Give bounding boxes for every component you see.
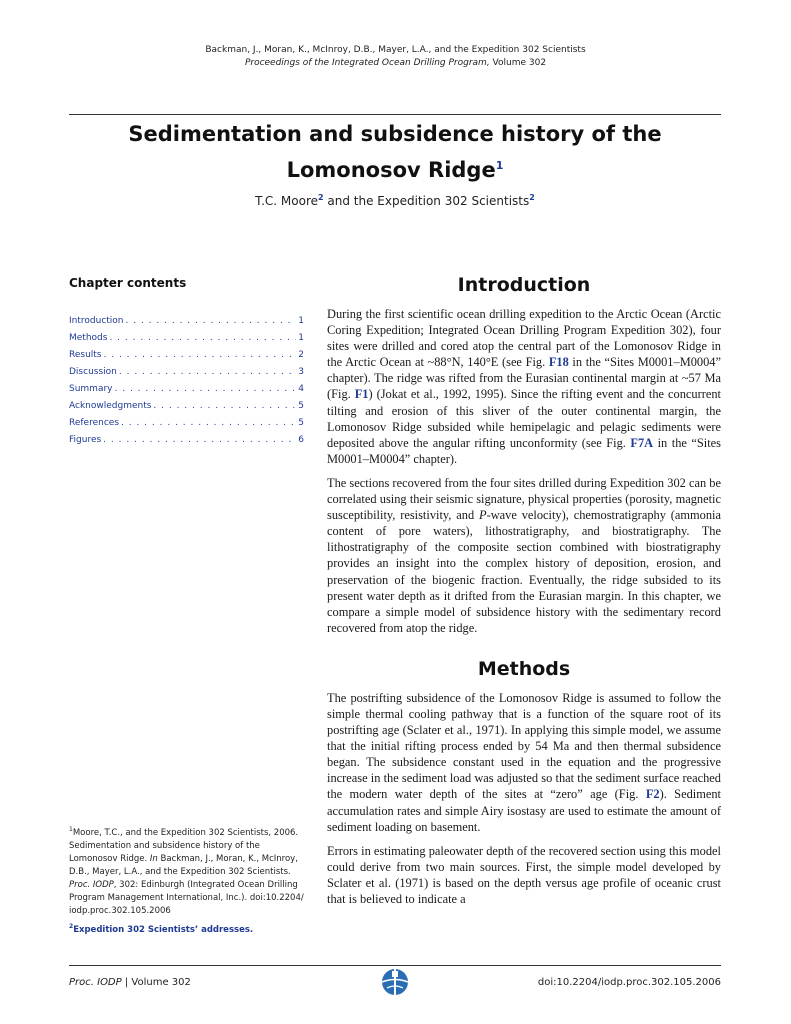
toc-page: 1 — [298, 316, 304, 326]
footer-doi[interactable]: doi:10.2204/iodp.proc.302.105.2006 — [537, 977, 721, 988]
toc-label: Introduction — [69, 316, 124, 326]
toc-leader — [109, 330, 296, 347]
toc-item-references[interactable] — [69, 415, 304, 432]
toc-page: 6 — [298, 435, 304, 445]
text-run: ). Sediment accumulation rates and simple Airy isostasy are used to estimate the amount of sediment loading on basement. — [327, 787, 721, 834]
toc-page: 5 — [298, 401, 304, 411]
methods-paragraph-1 — [327, 690, 721, 835]
figure-link-f2[interactable]: F2 — [645, 787, 660, 802]
toc-label: References — [69, 418, 120, 428]
footnote-1-in: In — [149, 853, 158, 864]
running-header-volume — [0, 57, 791, 70]
page-footer — [69, 974, 721, 994]
toc-page: 5 — [298, 418, 304, 428]
chapter-contents — [69, 276, 304, 449]
author-name: T.C. Moore — [255, 194, 318, 208]
toc-page: 1 — [298, 333, 304, 343]
text-run: in the “Sites M0001–M0004” chapter). — [327, 435, 721, 466]
footer-journal-name: Proc. IODP — [69, 977, 122, 988]
scientists-footnote-link[interactable]: 2 — [529, 193, 535, 202]
running-header-authors: Backman, J., Moran, K., McInroy, D.B., Mayer, L.A., and the Expedition 302 Scientists — [205, 45, 586, 55]
toc-item-methods[interactable] — [69, 330, 304, 347]
introduction-paragraph-1 — [327, 306, 721, 467]
footer-journal — [69, 977, 191, 988]
toc-leader — [121, 415, 296, 432]
chapter-title — [95, 119, 695, 186]
footnote-1-mark: 1 — [69, 826, 73, 833]
bottom-rule — [69, 965, 721, 966]
toc-item-acknowledgments[interactable] — [69, 398, 304, 415]
methods-paragraph-2: Errors in estimating paleowater depth of the recovered section using this model could derive from two main sources. First, the simple model developed by Sclater et al. (1971) is based on the depth versus age profile of oceanic crust that is believed to indicate a — [327, 843, 721, 906]
footnotes — [69, 823, 307, 937]
toc-label: Methods — [69, 333, 108, 343]
toc-page: 3 — [298, 367, 304, 377]
toc-leader — [153, 398, 296, 415]
toc-item-results[interactable] — [69, 347, 304, 364]
text-run: The postrifting subsidence of the Lomonosov Ridge is assumed to follow the simple thermal cooling pathway that is a function of the square root of its postrifting age (Sclater et al., 1971). In applying this simple model, we assume that the initial rifting process ended by 54 Ma and then thermal subsidence began. The subsidence constant used in the equation and the progressive increase in the sediment load was adjusted so that the sediment surface reached the modern water depth of the sites at “zero” age (Fig. — [327, 690, 721, 802]
chapter-contents-heading: Chapter contents — [69, 276, 187, 290]
footnote-1-proc: Proc. IODP — [69, 879, 114, 890]
figure-link-f18[interactable]: F18 — [548, 355, 569, 370]
figure-link-f7a[interactable]: F7A — [630, 435, 654, 450]
author-line — [95, 193, 695, 208]
volume-label: Volume 302 — [489, 58, 547, 68]
italic-p: P — [479, 508, 487, 523]
toc-leader — [104, 347, 297, 364]
footnote-2[interactable] — [69, 920, 307, 937]
toc-page: 2 — [298, 350, 304, 360]
toc-leader — [119, 364, 296, 381]
toc-label: Discussion — [69, 367, 117, 377]
author-footnote-link[interactable]: 2 — [318, 193, 324, 202]
footnote-1-text-a: Moore, T.C., and the Expedition 302 Scientists, 2006. Sedimentation and subsidence history of the Lomonosov Ridge. — [69, 827, 299, 864]
figure-link-f1[interactable]: F1 — [354, 387, 369, 402]
main-column — [327, 272, 721, 915]
title-footnote-link[interactable]: 1 — [495, 159, 504, 172]
footnote-1-text-c: , 302: Edinburgh (Integrated Ocean Drilling Program Management International, Inc.). doi:10.2204/ iodp.proc.302.105.2006 — [69, 879, 304, 916]
scientists-addresses-link[interactable]: Expedition 302 Scientists’ addresses. — [73, 924, 254, 935]
footnote-1-text-b: Backman, J., Moran, K., McInroy, D.B., Mayer, L.A., and the Expedition 302 Scientists. — [69, 853, 298, 877]
toc-leader — [115, 381, 297, 398]
toc-item-discussion[interactable] — [69, 364, 304, 381]
text-run: ) (Jokat et al., 1992, 1995). Since the rifting event and the concurrent tilting and erosion of this sliver of the outer continental margin, the Lomonosov Ridge subsided while hemipelagic and pelagic sediments were deposited above the angular rifting unconformity (see Fig. — [327, 387, 721, 450]
author-connector: and the Expedition 302 Scientists — [323, 194, 530, 208]
top-rule — [69, 114, 721, 115]
introduction-heading: Introduction — [457, 274, 591, 296]
toc-label: Summary — [69, 384, 113, 394]
methods-heading: Methods — [477, 657, 571, 680]
title-line-2-text: Lomonosov Ridge — [286, 158, 496, 182]
text-run: in the “Sites M0001–M0004” chapter). The ridge was rifted from the Eurasian continental margin at ~57 Ma (Fig. — [327, 355, 721, 402]
toc-leader — [126, 313, 297, 330]
footnote-1 — [69, 823, 307, 918]
toc-page: 4 — [298, 384, 304, 394]
title-line-1: Sedimentation and subsidence history of the — [128, 122, 662, 146]
toc-label: Figures — [69, 435, 102, 445]
toc-item-introduction[interactable] — [69, 313, 304, 330]
toc-leader — [103, 432, 296, 449]
toc-item-summary[interactable] — [69, 381, 304, 398]
footer-volume: | Volume 302 — [121, 977, 191, 988]
footnote-2-mark: 2 — [69, 922, 74, 930]
running-header — [0, 44, 791, 70]
text-run: The sections recovered from the four sites drilled during Expedition 302 can be correlated using their seismic signature, physical properties (porosity, magnetic susceptibility, resistivity, and — [327, 475, 721, 523]
title-line-2 — [95, 150, 695, 186]
toc-label: Acknowledgments — [69, 401, 152, 411]
toc-label: Results — [69, 350, 102, 360]
introduction-paragraph-2 — [327, 475, 721, 636]
text-run: During the first scientific ocean drilling expedition to the Arctic Ocean (Arctic Coring Expedition; Integrated Ocean Drilling Program Expedition 302), four sites were drilled and cored atop the central part of the Lomonosov Ridge in the Arctic Ocean at ~88°N, 140°E (see Fig. — [327, 307, 721, 370]
iodp-logo-icon — [381, 968, 409, 996]
text-run: -wave velocity), chemostratigraphy (ammonia content of pore waters), lithostratigraphy, and biostratigraphy. The lithostratigraphy of the composite section combined with biostratigraphy provides an insight into the complex history of deposition, erosion, and preservation of the biogenic fraction. Eventually, the ridge subsided to its present water depth as it drifted from the Eurasian margin. In this chapter, we compare a simple model of subsidence history with the sedimentary record recovered from atop the ridge. — [327, 508, 721, 635]
proceedings-title: Proceedings of the Integrated Ocean Drilling Program, — [244, 58, 490, 68]
toc-item-figures[interactable] — [69, 432, 304, 449]
